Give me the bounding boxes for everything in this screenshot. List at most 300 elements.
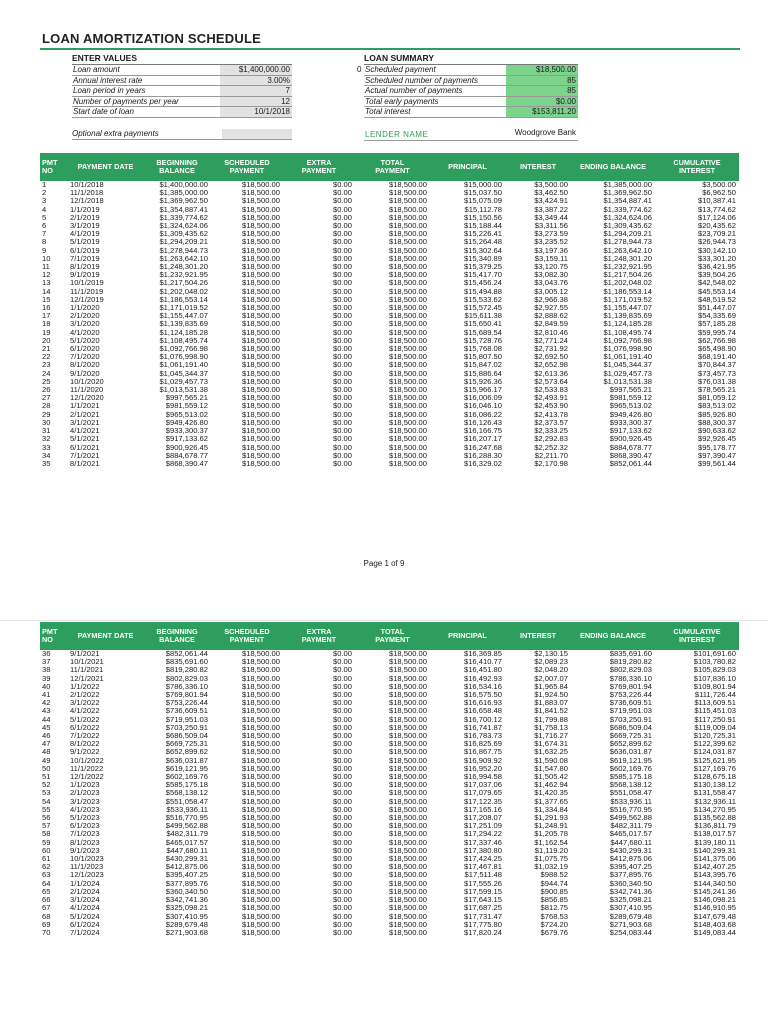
table-cell: $16,783.73	[463, 732, 502, 741]
table-cell: $2,333.25	[534, 427, 568, 436]
table-cell: $3,500.00	[702, 181, 736, 189]
table-row	[40, 683, 739, 691]
table-cell: 5	[42, 213, 47, 222]
table-cell: $146,098.21	[693, 896, 736, 905]
table-cell: $62,766.98	[697, 336, 736, 345]
column-header: INTEREST	[505, 622, 571, 650]
table-row	[40, 386, 739, 394]
table-cell: $430,299.31	[609, 846, 652, 855]
table-cell: $0.00	[332, 459, 352, 468]
table-cell: $3,462.50	[534, 189, 568, 198]
table-cell: $447,680.11	[166, 846, 208, 855]
table-cell: $753,226.44	[165, 699, 208, 708]
table-cell: $15,000.00	[463, 181, 502, 189]
table-cell: 7/1/2020	[70, 353, 100, 362]
table-cell: 56	[42, 814, 51, 823]
table-cell: $499,562.88	[165, 822, 208, 831]
table-cell: 48	[42, 748, 51, 757]
table-cell: $18,500.00	[241, 682, 280, 691]
table-row	[40, 353, 739, 361]
loan-summary-value: $18,500.00	[506, 65, 578, 75]
table-cell: 60	[42, 846, 51, 855]
table-row	[40, 435, 739, 443]
table-cell: 10/1/2018	[70, 181, 104, 189]
table-cell: $145,241.36	[693, 887, 736, 896]
table-cell: $1,334.84	[534, 805, 568, 814]
table-cell: $0.00	[332, 435, 352, 444]
table-row	[40, 822, 739, 830]
table-cell: $1,632.25	[534, 748, 568, 757]
table-cell: $719,951.03	[609, 707, 652, 716]
table-cell: $111,726.44	[694, 691, 736, 700]
table-cell: $1,124,185.28	[159, 328, 208, 337]
table-cell: $981,559.12	[165, 402, 208, 411]
table-cell: $33,301.20	[697, 254, 736, 263]
table-cell: $136,811.79	[694, 822, 736, 831]
loan-summary-header: LOAN SUMMARY	[364, 52, 578, 65]
table-cell: $18,500.00	[388, 295, 427, 304]
loan-summary-label: Scheduled number of payments	[365, 75, 478, 85]
column-header: PRINCIPAL	[430, 622, 505, 650]
column-header: PRINCIPAL	[430, 153, 505, 181]
table-cell: $18,500.00	[388, 666, 427, 675]
table-cell: $128,675.18	[693, 773, 736, 782]
enter-values-panel	[72, 52, 292, 118]
table-cell: 11/1/2018	[70, 189, 104, 198]
lender-name-value[interactable]: Woodgrove Bank	[514, 128, 576, 137]
table-cell: $18,500.00	[388, 920, 427, 929]
column-header: EXTRA PAYMENT	[283, 622, 355, 650]
table-row	[40, 888, 739, 896]
table-cell: $1,462.94	[534, 781, 568, 790]
table-cell: $15,689.54	[463, 328, 502, 337]
table-cell: $447,680.11	[610, 838, 652, 847]
table-cell: 3	[42, 197, 47, 206]
table-row	[40, 740, 739, 748]
table-cell: $18,500.00	[388, 222, 427, 231]
table-row	[40, 370, 739, 378]
table-cell: $2,573.64	[534, 377, 568, 386]
table-cell: $307,410.95	[609, 904, 652, 913]
table-cell: $51,447.07	[697, 304, 736, 313]
table-cell: $16,994.58	[463, 773, 502, 782]
table-cell: 30	[42, 418, 51, 427]
table-cell: 58	[42, 830, 51, 839]
table-cell: $342,741.36	[609, 887, 652, 896]
table-row	[40, 913, 739, 921]
table-cell: $2,007.07	[534, 674, 568, 683]
table-row	[40, 724, 739, 732]
table-cell: $0.00	[332, 181, 352, 189]
table-cell: $0.00	[332, 328, 352, 337]
table-cell: $0.00	[332, 814, 352, 823]
table-cell: $130,138.12	[693, 781, 736, 790]
table-cell: $15,226.41	[463, 230, 502, 239]
table-cell: 11/1/2023	[70, 863, 104, 872]
table-cell: $144,340.50	[693, 879, 736, 888]
table-cell: 44	[42, 715, 51, 724]
table-row	[40, 847, 739, 855]
table-cell: $16,952.20	[463, 764, 502, 773]
table-cell: $23,709.21	[697, 230, 736, 239]
table-cell: $20,435.62	[697, 222, 736, 231]
table-cell: $1,294,209.21	[603, 230, 652, 239]
table-cell: $17,820.24	[463, 928, 502, 937]
table-cell: $18,500.00	[241, 304, 280, 313]
table-cell: $16,534.16	[463, 682, 502, 691]
table-cell: 65	[42, 887, 51, 896]
loan-summary-row	[357, 65, 578, 76]
table-cell: $18,500.00	[241, 427, 280, 436]
table-cell: $18,500.00	[241, 748, 280, 757]
table-cell: $18,500.00	[241, 361, 280, 370]
table-cell: $18,500.00	[388, 691, 427, 700]
table-cell: $18,500.00	[241, 838, 280, 847]
table-cell: $652,899.62	[165, 748, 208, 757]
table-cell: 63	[42, 871, 51, 880]
summary-lead-zero: 0	[357, 65, 362, 74]
table-cell: 11/1/2019	[70, 287, 104, 296]
table-cell: 37	[42, 658, 51, 667]
table-cell: $0.00	[332, 312, 352, 321]
table-cell: $2,292.83	[534, 435, 568, 444]
table-cell: $636,031.87	[165, 756, 208, 765]
table-cell: $965,513.02	[609, 402, 652, 411]
table-cell: $48,519.52	[697, 295, 736, 304]
table-cell: $2,493.91	[534, 394, 568, 403]
table-cell: 10/1/2019	[70, 279, 104, 288]
column-header: CUMULATIVE INTEREST	[655, 153, 739, 181]
table-cell: $1,385,000.00	[159, 189, 208, 198]
table-cell: $16,700.12	[463, 715, 502, 724]
table-cell: $18,500.00	[241, 764, 280, 773]
table-cell: 64	[42, 879, 51, 888]
table-cell: 7/1/2021	[70, 451, 100, 460]
enter-values-label: Number of payments per year	[73, 96, 179, 106]
table-cell: 13	[42, 279, 51, 288]
table-cell: $0.00	[332, 773, 352, 782]
table-cell: $768.53	[540, 912, 568, 921]
table-cell: $18,500.00	[241, 402, 280, 411]
table-cell: $90,633.62	[697, 427, 736, 436]
table-cell: $1,232,921.95	[603, 263, 652, 272]
table-cell: 12/1/2019	[70, 295, 104, 304]
table-cell: $1,075.75	[534, 855, 568, 864]
table-cell: $16,825.69	[463, 740, 502, 749]
table-cell: $17,380.80	[463, 846, 502, 855]
table-row	[40, 361, 739, 369]
table-cell: 53	[42, 789, 51, 798]
table-cell: 12/1/2020	[70, 394, 104, 403]
table-cell: $1,420.35	[534, 789, 568, 798]
column-header: TOTAL PAYMENT	[355, 153, 430, 181]
table-row	[40, 312, 739, 320]
table-row	[40, 699, 739, 707]
table-cell: $15,768.08	[463, 345, 502, 354]
column-header: SCHEDULED PAYMENT	[211, 153, 283, 181]
table-cell: 17	[42, 312, 51, 321]
enter-values-row	[72, 97, 292, 108]
table-cell: $0.00	[332, 287, 352, 296]
table-row	[40, 732, 739, 740]
table-cell: $73,457.73	[697, 369, 736, 378]
table-cell: $18,500.00	[388, 732, 427, 741]
table-cell: $147,679.48	[693, 912, 736, 921]
table-cell: $18,500.00	[241, 189, 280, 198]
table-cell: $18,500.00	[388, 336, 427, 345]
table-cell: $18,500.00	[388, 846, 427, 855]
table-cell: $18,500.00	[241, 205, 280, 214]
table-cell: $819,280.82	[165, 666, 208, 675]
table-cell: $516,770.95	[165, 814, 208, 823]
table-cell: $18,500.00	[388, 205, 427, 214]
table-cell: $981,559.12	[609, 394, 652, 403]
table-cell: 24	[42, 369, 51, 378]
table-cell: $18,500.00	[241, 871, 280, 880]
table-cell: $1,217,504.26	[159, 279, 208, 288]
column-header: TOTAL PAYMENT	[355, 622, 430, 650]
table-cell: $1,045,344.37	[159, 369, 208, 378]
table-cell: $395,407.25	[609, 863, 652, 872]
table-cell: $122,399.62	[693, 740, 736, 749]
table-cell: $18,500.00	[388, 279, 427, 288]
table-cell: $1,232,921.95	[159, 271, 208, 280]
table-cell: 5/1/2022	[70, 715, 100, 724]
table-cell: $1,186,553.14	[159, 295, 208, 304]
table-cell: $3,197.36	[534, 246, 568, 255]
table-cell: $18,500.00	[241, 246, 280, 255]
table-cell: $0.00	[332, 764, 352, 773]
table-cell: $917,133.62	[165, 435, 208, 444]
table-cell: $18,500.00	[241, 740, 280, 749]
table-cell: $0.00	[332, 715, 352, 724]
table-cell: $18,500.00	[241, 410, 280, 419]
table-cell: 8/1/2022	[70, 740, 100, 749]
table-cell: $703,250.91	[165, 723, 208, 732]
table-row	[40, 255, 739, 263]
column-header: PAYMENT DATE	[68, 153, 143, 181]
table-cell: $18,500.00	[241, 863, 280, 872]
table-cell: 10/1/2022	[70, 756, 104, 765]
table-cell: $0.00	[332, 846, 352, 855]
table-cell: $0.00	[332, 402, 352, 411]
table-cell: $17,467.81	[463, 863, 502, 872]
table-cell: $18,500.00	[241, 732, 280, 741]
table-cell: $1,354,887.41	[603, 197, 652, 206]
table-cell: 8/1/2021	[70, 459, 100, 468]
table-cell: $2,849.59	[534, 320, 568, 329]
table-cell: $1,248,301.20	[603, 254, 652, 263]
table-cell: $900,926.45	[609, 435, 652, 444]
table-cell: 59	[42, 838, 51, 847]
table-cell: $1,202,048.02	[603, 279, 652, 288]
table-cell: $15,847.02	[463, 361, 502, 370]
table-cell: $325,098.21	[165, 904, 208, 913]
table-row	[40, 814, 739, 822]
table-cell: $18,500.00	[241, 386, 280, 395]
table-cell: 2/1/2020	[70, 312, 100, 321]
table-cell: $18,500.00	[388, 230, 427, 239]
table-cell: $148,403.68	[693, 920, 736, 929]
table-row	[40, 320, 739, 328]
table-cell: $17,687.25	[463, 904, 502, 913]
table-cell: $1,119.20	[534, 846, 568, 855]
table-cell: $18,500.00	[241, 254, 280, 263]
table-cell: 31	[42, 427, 51, 436]
table-row	[40, 214, 739, 222]
table-cell: $18,500.00	[388, 312, 427, 321]
table-cell: 4	[42, 205, 47, 214]
table-cell: 8/1/2023	[70, 838, 100, 847]
table-cell: $917,133.62	[609, 427, 652, 436]
table-cell: $0.00	[332, 658, 352, 667]
table-row	[40, 337, 739, 345]
table-cell: $16,575.50	[463, 691, 502, 700]
table-cell: 11/1/2022	[70, 764, 104, 773]
table-cell: $377,895.76	[165, 879, 208, 888]
table-cell: $1,092,766.98	[159, 345, 208, 354]
table-cell: $0.00	[332, 394, 352, 403]
table-cell: $1,108,495.74	[159, 336, 208, 345]
table-cell: $1,505.42	[534, 773, 568, 782]
table-cell: $18,500.00	[241, 213, 280, 222]
table-cell: 11/1/2020	[70, 386, 104, 395]
table-cell: $1,162.54	[534, 838, 568, 847]
table-cell: $15,417.70	[463, 271, 502, 280]
table-cell: $78,565.21	[697, 386, 736, 395]
table-cell: $1,061,191.40	[159, 361, 208, 370]
table-cell: 5/1/2021	[70, 435, 100, 444]
table-cell: $16,207.17	[463, 435, 502, 444]
table-cell: $18,500.00	[388, 435, 427, 444]
table-cell: $17,165.16	[463, 805, 502, 814]
table-cell: $533,936.11	[166, 805, 208, 814]
table-cell: $0.00	[332, 674, 352, 683]
enter-values-value[interactable]: $1,400,000.00	[220, 65, 292, 75]
table-cell: $18,500.00	[388, 353, 427, 362]
table-cell: 7/1/2019	[70, 254, 100, 263]
table-cell: $18,500.00	[388, 328, 427, 337]
table-cell: 8/1/2020	[70, 361, 100, 370]
table-cell: 46	[42, 732, 51, 741]
table-cell: $0.00	[332, 222, 352, 231]
table-cell: $0.00	[332, 928, 352, 937]
table-cell: $2,453.90	[534, 402, 568, 411]
table-cell: 35	[42, 459, 51, 468]
enter-values-value[interactable]: 12	[220, 97, 292, 107]
table-cell: $15,150.56	[463, 213, 502, 222]
enter-values-value[interactable]: 3.00%	[220, 76, 292, 86]
table-cell: $724.20	[540, 920, 568, 929]
table-row	[40, 789, 739, 797]
table-cell: $1,205.78	[534, 830, 568, 839]
table-cell: $2,771.24	[534, 336, 568, 345]
table-cell: 1/1/2024	[70, 879, 100, 888]
table-row	[40, 798, 739, 806]
table-cell: $1,278,944.73	[159, 246, 208, 255]
loan-summary-value: $153,811.20	[506, 107, 578, 117]
loan-summary-value: 85	[506, 76, 578, 86]
table-cell: $18,500.00	[241, 855, 280, 864]
table-row	[40, 452, 739, 460]
table-cell: $1,385,000.00	[603, 181, 652, 189]
table-cell: $18,500.00	[241, 814, 280, 823]
table-cell: 10/1/2020	[70, 377, 104, 386]
table-cell: $135,562.88	[693, 814, 736, 823]
optional-extra-payments-input[interactable]	[222, 129, 292, 139]
enter-values-value[interactable]: 10/1/2018	[220, 107, 292, 117]
table-cell: $18,500.00	[241, 279, 280, 288]
table-cell: $0.00	[332, 822, 352, 831]
table-cell: 12/1/2023	[70, 871, 104, 880]
table-cell: $65,498.90	[697, 345, 736, 354]
table-cell: $18,500.00	[388, 410, 427, 419]
table-cell: $15,572.45	[463, 304, 502, 313]
column-header: ENDING BALANCE	[571, 153, 655, 181]
table-cell: 10/1/2023	[70, 855, 104, 864]
table-cell: $1,883.07	[534, 699, 568, 708]
table-cell: $36,421.95	[697, 263, 736, 272]
table-cell: $15,533.62	[463, 295, 502, 304]
table-cell: $17,294.22	[463, 830, 502, 839]
table-cell: $141,375.06	[693, 855, 736, 864]
table-cell: $142,407.25	[693, 863, 736, 872]
table-cell: $325,098.21	[609, 896, 652, 905]
table-cell: $18,500.00	[241, 797, 280, 806]
table-cell: $16,288.30	[463, 451, 502, 460]
table-cell: 7/1/2023	[70, 830, 100, 839]
table-cell: $271,903.68	[609, 920, 652, 929]
table-cell: 2	[42, 189, 47, 198]
table-cell: $101,691.60	[693, 650, 736, 658]
table-row	[40, 222, 739, 230]
table-cell: $18,500.00	[241, 435, 280, 444]
table-cell: 23	[42, 361, 51, 370]
table-cell: $16,658.48	[463, 707, 502, 716]
table-cell: $719,951.03	[165, 715, 208, 724]
table-cell: $15,379.25	[463, 263, 502, 272]
table-row	[40, 855, 739, 863]
table-cell: $15,264.48	[463, 238, 502, 247]
table-cell: $18,500.00	[241, 320, 280, 329]
table-cell: $1,590.08	[534, 756, 568, 765]
table-cell: $868,390.47	[609, 451, 652, 460]
table-cell: 10	[42, 254, 51, 263]
table-cell: $1,758.13	[534, 723, 568, 732]
table-row	[40, 206, 739, 214]
table-cell: $85,926.80	[697, 410, 736, 419]
enter-values-value[interactable]: 7	[220, 86, 292, 96]
table-cell: $15,075.09	[463, 197, 502, 206]
table-cell: $15,926.36	[463, 377, 502, 386]
table-cell: 9/1/2023	[70, 846, 100, 855]
table-cell: $16,006.09	[463, 394, 502, 403]
table-cell: 10/1/2021	[70, 658, 104, 667]
table-cell: $16,126.43	[463, 418, 502, 427]
table-cell: $45,553.14	[697, 287, 736, 296]
table-cell: $18,500.00	[241, 904, 280, 913]
table-cell: $18,500.00	[388, 764, 427, 773]
table-cell: $736,609.51	[165, 707, 208, 716]
table-cell: 36	[42, 650, 51, 658]
table-cell: $18,500.00	[388, 756, 427, 765]
table-cell: $1,324,624.06	[603, 213, 652, 222]
table-row	[40, 871, 739, 879]
table-cell: 12/1/2021	[70, 674, 104, 683]
column-header: PAYMENT DATE	[68, 622, 143, 650]
table-cell: $18,500.00	[241, 674, 280, 683]
table-cell: $17,775.80	[463, 920, 502, 929]
